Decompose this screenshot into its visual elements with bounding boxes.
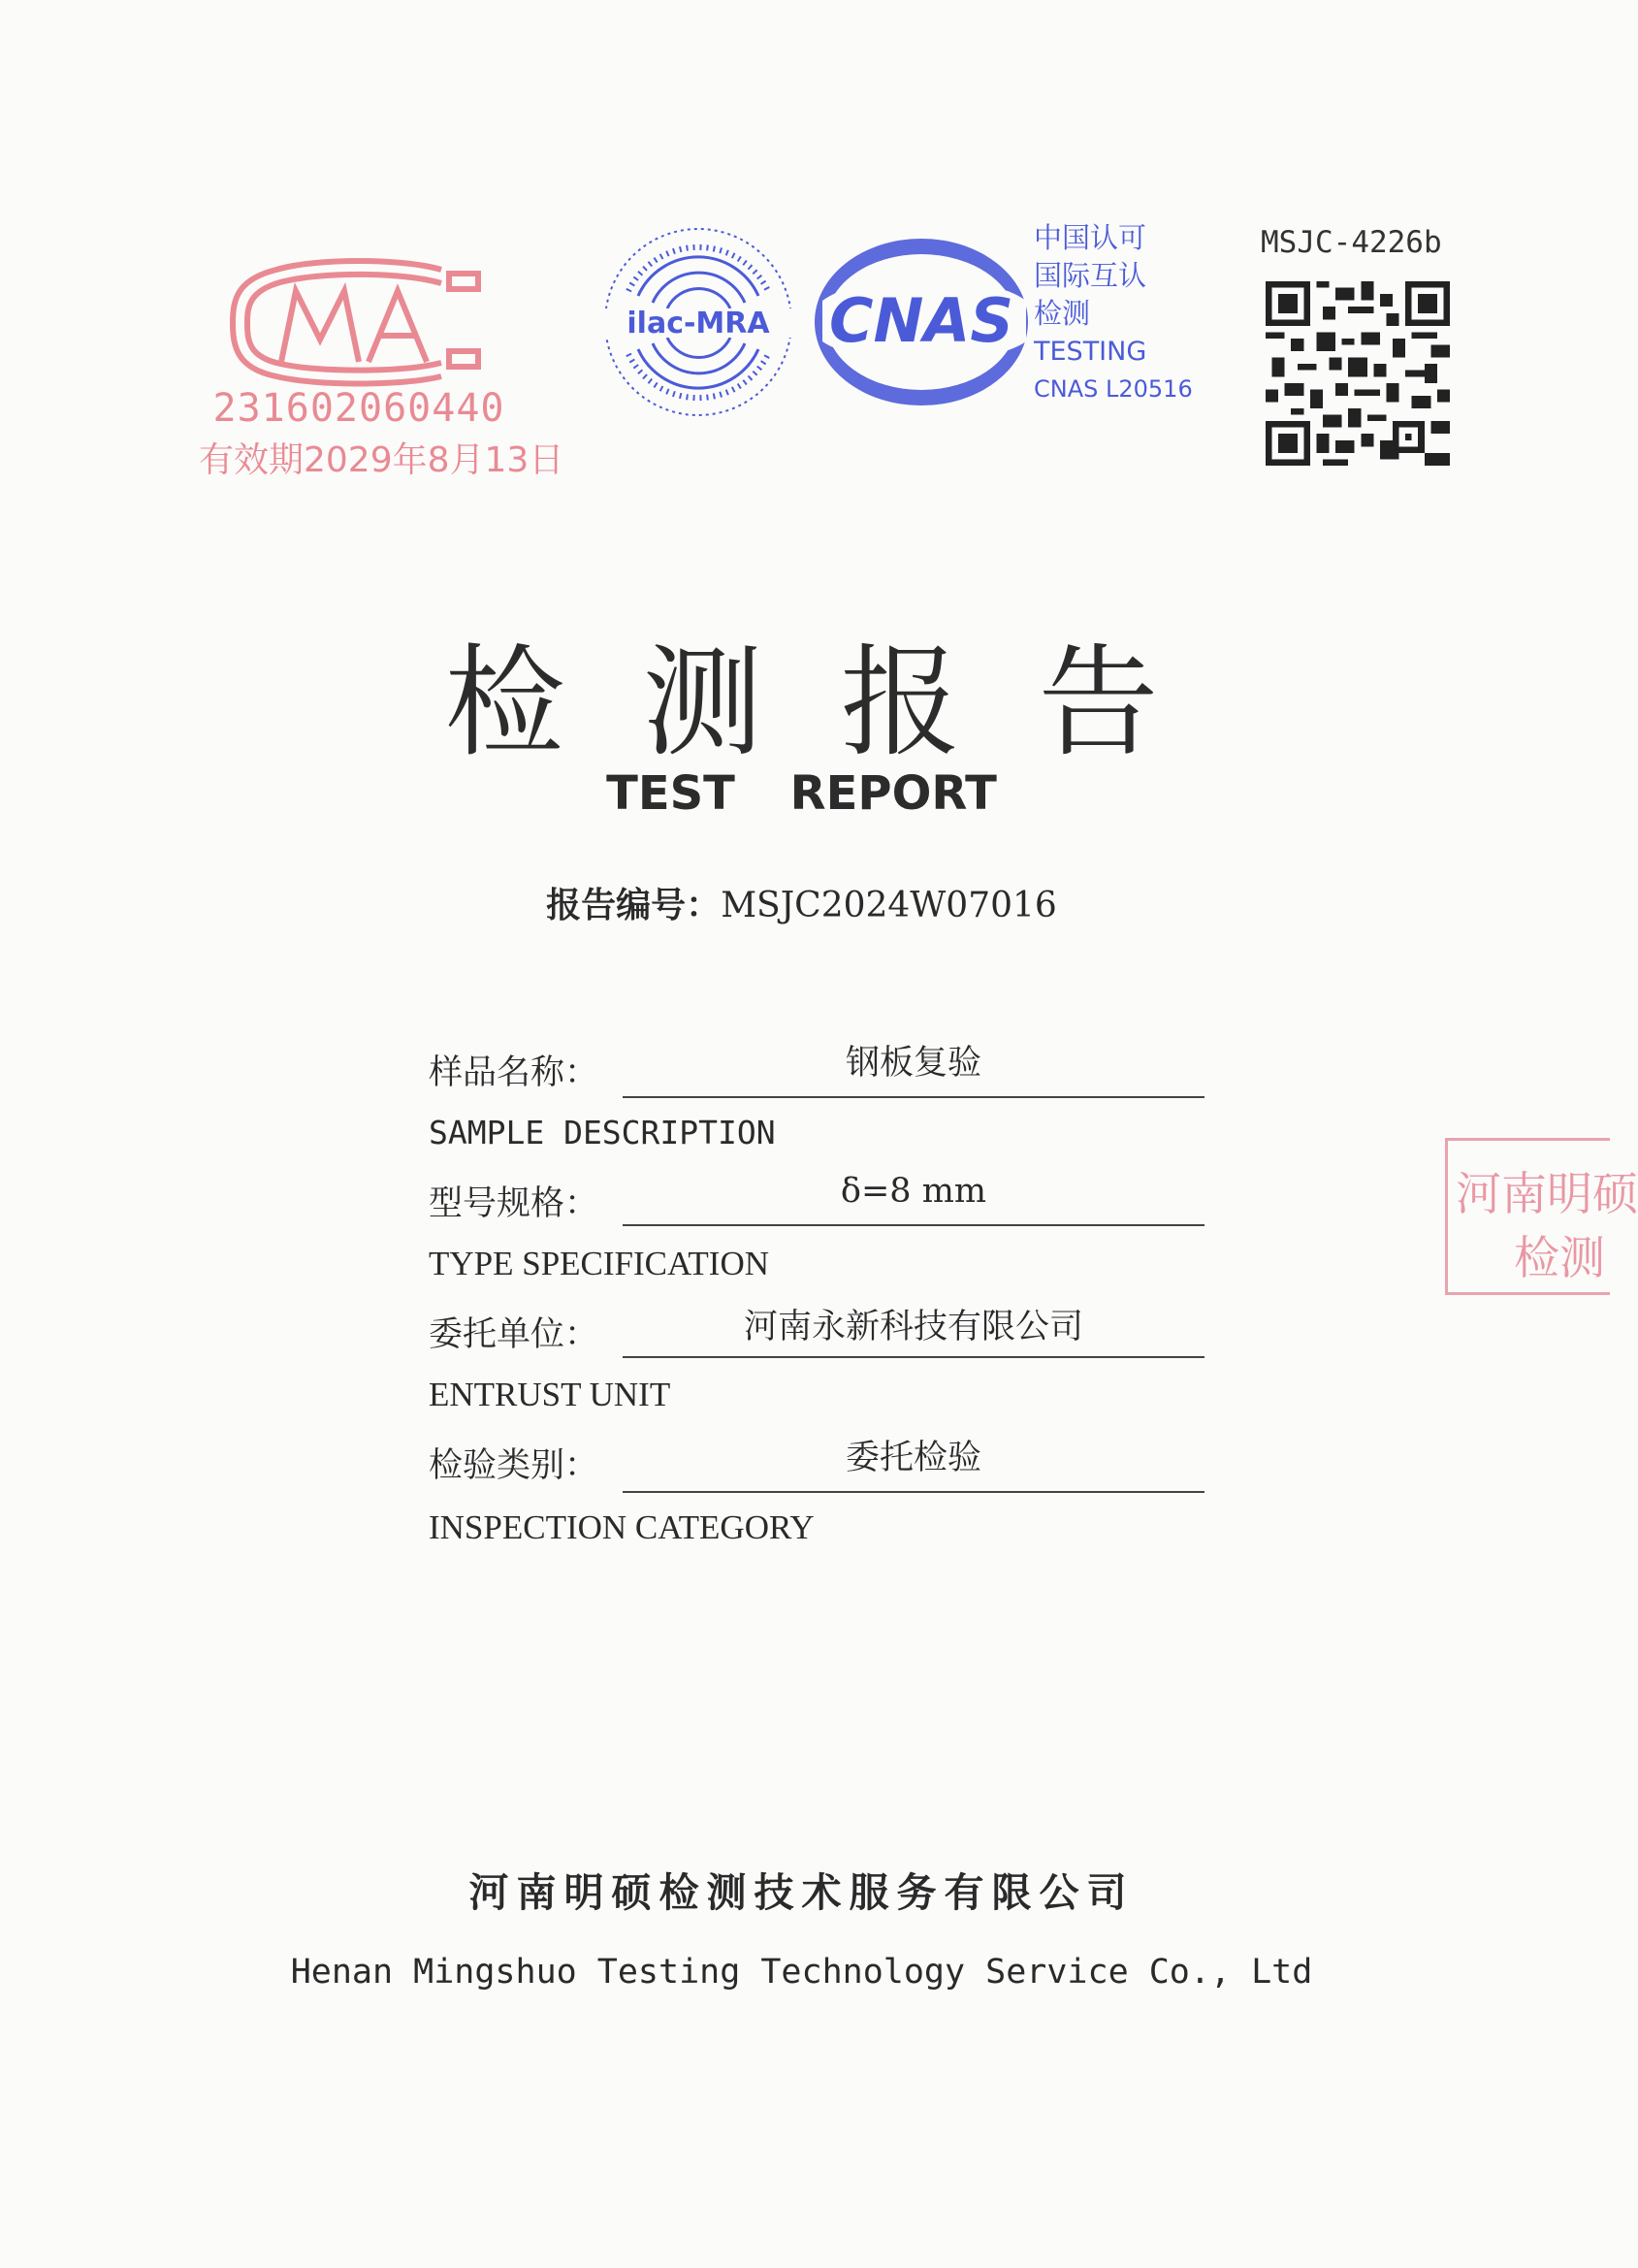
field-label: 样品名称：	[429, 1053, 599, 1092]
cnas-line: TESTING	[1034, 337, 1147, 367]
qr-code-icon	[1266, 281, 1450, 466]
report-number-label: 报告编号：	[546, 886, 722, 925]
field-label-en: SAMPLE DESCRIPTION	[429, 1114, 776, 1151]
field-label: 委托单位：	[429, 1315, 599, 1354]
cnas-logo	[803, 233, 1041, 412]
cnas-accreditation-text	[1034, 219, 1193, 408]
ilac-logo-text: ilac-MRA	[626, 307, 770, 340]
field-label-en: INSPECTION CATEGORY	[429, 1508, 815, 1546]
page-title-en: TEST REPORT	[606, 766, 997, 821]
cnas-line: CNAS L20516	[1034, 375, 1193, 403]
field-label-en: TYPE SPECIFICATION	[429, 1245, 770, 1282]
field-underline	[623, 1224, 1204, 1226]
field-value: 钢板复验	[845, 1044, 981, 1083]
seal-text: 检测	[1514, 1232, 1605, 1285]
company-seal-stamp	[1445, 1138, 1638, 1295]
field-value: 委托检验	[845, 1439, 981, 1477]
field-underline	[623, 1356, 1204, 1358]
cnas-logo-text: CNAS	[828, 285, 1014, 356]
seal-text: 河南明硕	[1456, 1168, 1638, 1221]
field-label-en: ENTRUST UNIT	[429, 1376, 671, 1413]
field-underline	[623, 1096, 1204, 1098]
cma-number: 231602060440	[212, 386, 505, 431]
ilac-mra-logo	[599, 223, 798, 422]
field-value: 河南永新科技有限公司	[743, 1308, 1083, 1346]
field-label: 型号规格：	[429, 1184, 599, 1223]
cnas-line: 国际互认	[1034, 259, 1147, 292]
field-value: δ=8 mm	[840, 1172, 987, 1211]
report-number	[0, 878, 1603, 927]
company-name-cn: 河南明硕检测技术服务有限公司	[468, 1869, 1135, 1916]
company-name-en: Henan Mingshuo Testing Technology Service Co., Ltd	[290, 1953, 1313, 1992]
field-label: 检验类别：	[429, 1446, 599, 1485]
cnas-line: 检测	[1034, 297, 1091, 330]
cnas-line: 中国认可	[1034, 221, 1147, 254]
field-underline	[623, 1491, 1204, 1493]
cma-validity: 有效期2029年8月13日	[199, 440, 564, 480]
page-title: 检测报告	[444, 633, 1237, 773]
report-number-value: MSJC2024W07016	[721, 886, 1057, 925]
document-code: MSJC-4226b	[1261, 225, 1442, 260]
